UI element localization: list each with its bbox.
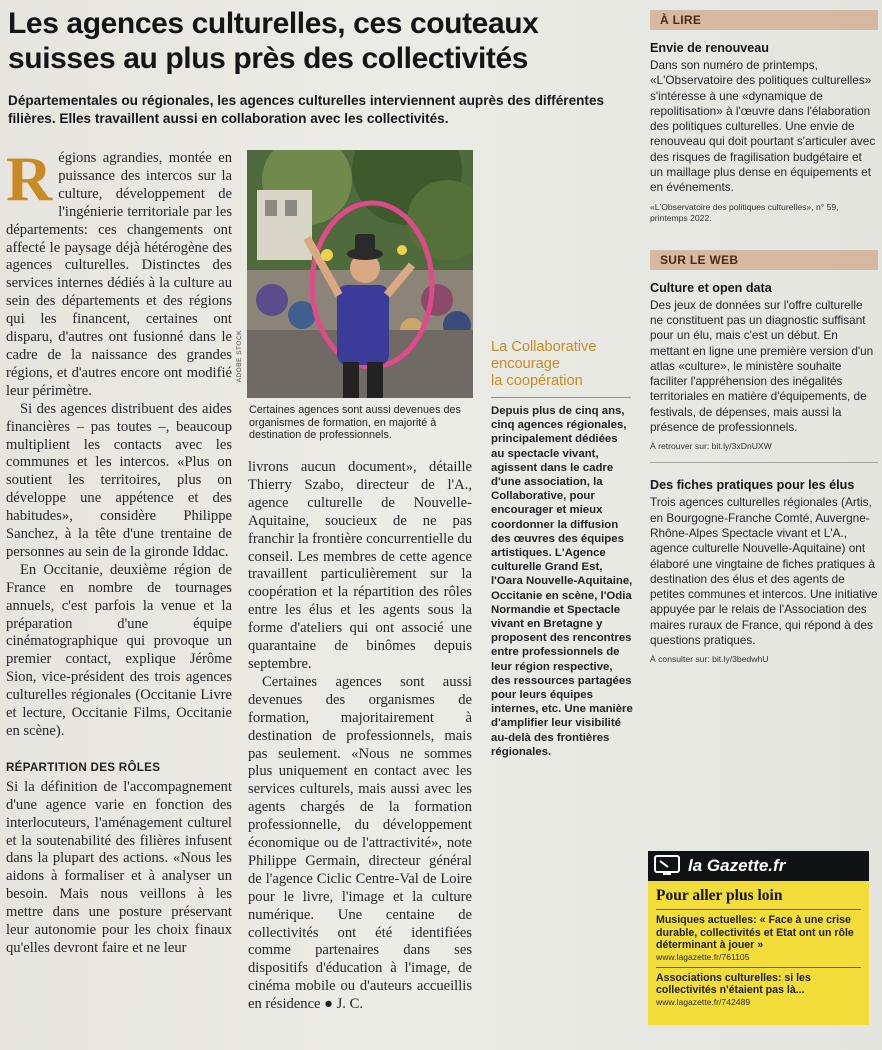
gazette-box: [648, 851, 869, 1025]
right-column: [650, 10, 878, 665]
drop-cap: R: [6, 143, 53, 214]
article-photo: [247, 150, 473, 398]
divider: [650, 462, 878, 463]
a-lire-heading: Envie de renouveau: [650, 41, 769, 55]
paragraph: Si la définition de l'accompagnement d'une agence varie en fonction des interlocuteurs, l'aménagement culturel et la soutenabilité des filières infusent dans la plupart des actions. «Nous les aidons à formaliser et à analyser un besoin. Mais nous veillons à les mettre dans une posture préservant leur autonomie pour les choix finaux qu'elles devront faire et ne leur: [6, 778, 232, 956]
article-column-left: [6, 143, 232, 958]
sidebar-title-line: encourage: [491, 356, 560, 372]
paragraph: Si des agences distribuent des aides financières – pas toutes –, beaucoup multiplient les contacts avec les communes et les intercos. «Plus on soutient les territoires, plus on développe une appétence et des habitudes», considère Philippe Sanchez, à la tête d'une trentaine de personnes au sein de la gironde Iddac.: [6, 400, 232, 560]
paragraph: livrons aucun document», détaille Thierry Szabo, directeur de l'A., agence culturelle de Nouvelle-Aquitaine, soucieux de ne pas franchir la frontière concurrentielle du conseil. Les membres de cette agence travaillent particulièrement sur la coopération et la répartition des rôles entre les élus et les agents sous la forme d'ateliers qui ont associé une quarantaine de binômes depuis septembre.: [248, 459, 472, 672]
gazette-header: [648, 851, 869, 881]
fiches-heading: Des fiches pratiques pour les élus: [650, 478, 855, 493]
paragraph: Certaines agences sont aussi devenues des organismes de formation, majoritairement à destination de professionnels, mais pas seulement. «Nous ne sommes plus uniquement en contact avec les services culturels, mais aussi avec les agents chargés de la formation professionnelle, du développement économique ou de l'attractivité», note Philippe Germain, directeur général de l'agence Ciclic Centre-Val de Loire pour le livre, l'image et la culture numérique. Une centaine de collectivités ont été identifiées comme partenaires dans ses dispositifs d'éducation à l'image, de cinéma mobile ou d'auteurs accueillis en résidence ● J. C.: [248, 673, 472, 1013]
gazette-title: Pour aller plus loin: [656, 887, 783, 904]
sidebar-title-line: La Collaborative: [491, 339, 597, 355]
gazette-link-text[interactable]: Musiques actuelles: « Face à une crise durable, collectivités et Etat ont un rôle déterminant à jouer »: [656, 914, 854, 952]
monitor-icon: [654, 855, 680, 877]
divider: [656, 967, 861, 968]
gazette-link-item[interactable]: [656, 972, 861, 1008]
gazette-logo: la Gazette.fr: [688, 856, 786, 875]
paragraph: En Occitanie, deuxième région de France en nombre de tournages annuels, c'est parfois la venue et la préparation d'une équipe cinématographique qui provoque un premier contact, explique Jérôme Sion, vice-président des trois agences culturelles régionales (Occitanie Livre et lecture, Occitanie Films, Occitanie en scène).: [6, 561, 232, 739]
lead-paragraph: Départementales ou régionales, les agences culturelles interviennent auprès des différentes filières. Elles travaillent aussi en collaboration avec les collectivités.: [8, 93, 605, 126]
web-heading: Culture et open data: [650, 280, 772, 295]
subheading: RÉPARTITION DES RÔLES: [6, 760, 161, 774]
web-text: Des jeux de données sur l'offre culturelle ne constituent pas un diagnostic suffisant pour un élu, mais c'est un début. En mettant en ligne une première version d'un atlas «culture», le ministère souhaite faciliter l'appréhension des inégalités territoriales en matière d'équipements, de festivals, de dépenses, mais aussi la présence de professionnels.: [650, 297, 874, 435]
section-tag-sur-le-web: SUR LE WEB: [650, 250, 878, 270]
fiches-link[interactable]: À consulter sur: bit.ly/3bedwhU: [650, 654, 769, 665]
headline: Les agences culturelles, ces couteaux suisses au plus près des collectivités: [8, 7, 539, 75]
first-paragraph-text: égions agrandies, montée en puissance des intercos sur la culture, développement de l'ingénierie territoriale par les départements: ces changements ont affecté le paysage déjà hétérogène des agences culturelles. Distinctes des services internes dédiés à la culture au sein des départements et des régions qui les financent, certaines ont disparu, d'autres ont fusionné dans le cadre de la naissance des grandes régions, et d'autres encore ont modifié leur périmètre.: [6, 150, 232, 399]
sidebar-title: [491, 339, 631, 390]
photo-credit: ADOBE STOCK: [236, 330, 243, 383]
sidebar-text: Depuis plus de cinq ans, cinq agences régionales, principalement dédiées au spectacle vivant, agissent dans le cadre d'une association, la Collaborative, pour encourager et mieux coordonner la diffusion des œuvres des équipes artistiques. L'Agence culturelle Grand Est, l'Oara Nouvelle-Aquitaine, Occitanie en scène, l'Odia Normandie et Spectacle vivant en Bretagne y proposent des rencontres entre professionnels de leur région respective, des ressources partagées pour leurs équipes internes, etc. Une manière d'amplifier leur visibilité au-delà des frontières régionales.: [491, 405, 633, 758]
first-paragraph: [6, 143, 232, 401]
fiches-text: Trois agences culturelles régionales (Artis, en Bourgogne-Franche Comté, Auvergne-Rhône-Alpes Spectacle vivant et L'A., agence culturelle Nouvelle-Aquitaine) ont élaboré une vingtaine de fiches pratiques à destination des élus et des agents de petites communes et intercos. Une initiative appuyée par le relais de l'Association des maires ruraux de France, qui répond à des questions pratiques.: [650, 495, 878, 648]
article-column-middle: [248, 459, 472, 1014]
a-lire-text: Dans son numéro de printemps, «L'Observatoire des politiques culturelles» s'intéresse à une «dynamique de repolitisation» à l'œuvre dans l'élaboration des politiques culturelles. Une envie de renouveau qui doit pourtant s'articuler avec des risques de fragilisation budgétaire et un maillage plus dense en équipements et en événements.: [650, 58, 876, 195]
sidebar-title-line: la coopération: [491, 373, 583, 389]
gazette-link-text[interactable]: Associations culturelles: si les collectivités n'étaient pas là...: [656, 971, 811, 997]
divider: [656, 909, 861, 910]
gazette-link-item[interactable]: [656, 914, 861, 963]
sidebar-divider: [491, 397, 631, 398]
a-lire-source: «L'Observatoire des politiques culturelles», n° 59, printemps 2022.: [650, 201, 839, 223]
gazette-link-url[interactable]: www.lagazette.fr/742489: [656, 996, 751, 1007]
section-tag-a-lire: À LIRE: [650, 10, 878, 30]
web-link[interactable]: À retrouver sur: bit.ly/3xDnUXW: [650, 441, 772, 452]
photo-caption: Certaines agences sont aussi devenues des organismes de formation, en majorité à destination de professionnels.: [249, 404, 461, 442]
gazette-link-url[interactable]: www.lagazette.fr/761105: [656, 951, 750, 962]
